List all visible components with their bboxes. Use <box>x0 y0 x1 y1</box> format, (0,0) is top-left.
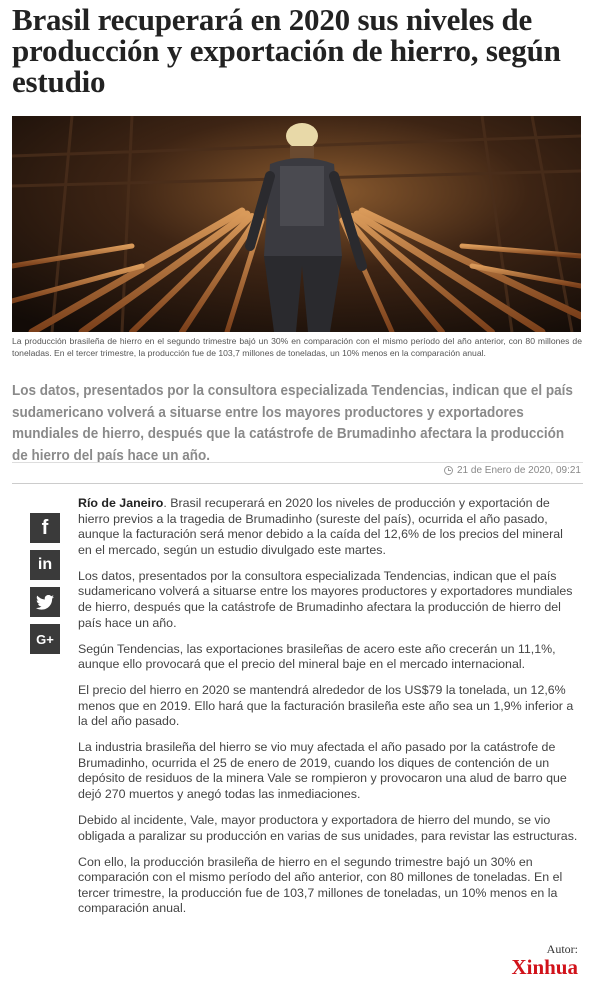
article-lead: Los datos, presentados por la consultora especializada Tendencias, indican que el país sudamericano volverá a situarse entre los mayores productores y exportadores mundiales de hierro, después que la catástrofe de Brumadinho afectara la producción de hierro del país hace un año. <box>12 382 573 464</box>
article-body <box>78 496 578 927</box>
author-block <box>511 942 578 978</box>
author-name[interactable]: Xinhua <box>511 955 578 979</box>
article-title: Brasil recuperará en 2020 sus niveles de producción y exportación de hierro, según estudio <box>12 2 561 99</box>
body-paragraph: La industria brasileña del hierro se vio muy afectada el año pasado por la catástrofe de Brumadinho, ocurrida el 25 de enero de 2019, cuando los diques de contención de un depósito de residuos de la minera Vale se rompieron y provocaron una alud de barro que dejó 270 muertos y anegó todas las inmediaciones. <box>78 740 567 802</box>
facebook-icon: f <box>41 516 49 539</box>
industrial-worker-photo <box>12 116 581 332</box>
facebook-share-button[interactable] <box>30 513 60 543</box>
twitter-share-button[interactable] <box>30 587 60 617</box>
photo-caption: La producción brasileña de hierro en el segundo trimestre bajó un 30% en comparación con el mismo período del año anterior, con 80 millones de toneladas. En el tercer trimestre, la producción fue de 103,7 millones de toneladas, un 10% menos en la comparación anual. <box>12 336 582 358</box>
article-photo <box>12 116 581 332</box>
twitter-bird-icon <box>36 595 54 610</box>
body-paragraph: Con ello, la producción brasileña de hierro en el segundo trimestre bajó un 30% en comparación con el mismo período del año anterior, con 80 millones de toneladas. En el tercer trimestre, la producción fue de 103,7 millones de toneladas, un 10% menos en la comparación anual. <box>78 854 563 916</box>
share-bar <box>30 513 60 654</box>
body-paragraph: Los datos, presentados por la consultora especializada Tendencias, indican que el país sudamericano volverá a situarse entre los mayores productores y exportadores mundiales de hierro, después que la catástrofe de Brumadinho afectara la producción de hierro del país hace un año. <box>78 568 573 630</box>
author-label: Autor: <box>546 942 578 956</box>
linkedin-share-button[interactable] <box>30 550 60 580</box>
content-divider <box>12 483 583 484</box>
body-paragraph: Debido al incidente, Vale, mayor productora y exportadora de hierro del mundo, se vio obligada a paralizar su producción en varias de sus unidades, para revistar las estructuras. <box>78 813 578 843</box>
publish-date-text: 21 de Enero de 2020, 09:21 <box>457 465 581 476</box>
body-paragraph <box>78 496 578 558</box>
linkedin-icon: in <box>37 556 53 573</box>
meta-separator <box>12 462 583 463</box>
googleplus-icon: G+ <box>36 631 54 647</box>
body-paragraph: El precio del hierro en 2020 se mantendrá alrededor de los US$79 la tonelada, un 12,6% menos que en 2019. Ello hará que la facturación brasileña este año sea un 1,9% inferior a la del año pasado. <box>78 683 574 729</box>
googleplus-share-button[interactable] <box>30 624 60 654</box>
body-paragraph: Según Tendencias, las exportaciones brasileñas de acero este año crecerán un 11,1%, aunque ello provocará que el precio del mineral baje en el mercado internacional. <box>78 641 556 672</box>
body-paragraph-text: . Brasil recuperará en 2020 los niveles de producción y exportación de hierro previos a la tragedia de Brumadinho (sureste del país), ocurrida el año pasado, aunque la facturación será menor debido a la caída del 12,6% de los precios del mineral en el mercado, según un estudio divulgado este martes. <box>78 496 563 557</box>
publish-date <box>444 465 581 476</box>
dateline: Río de Janeiro <box>78 496 164 510</box>
clock-icon <box>444 466 453 475</box>
